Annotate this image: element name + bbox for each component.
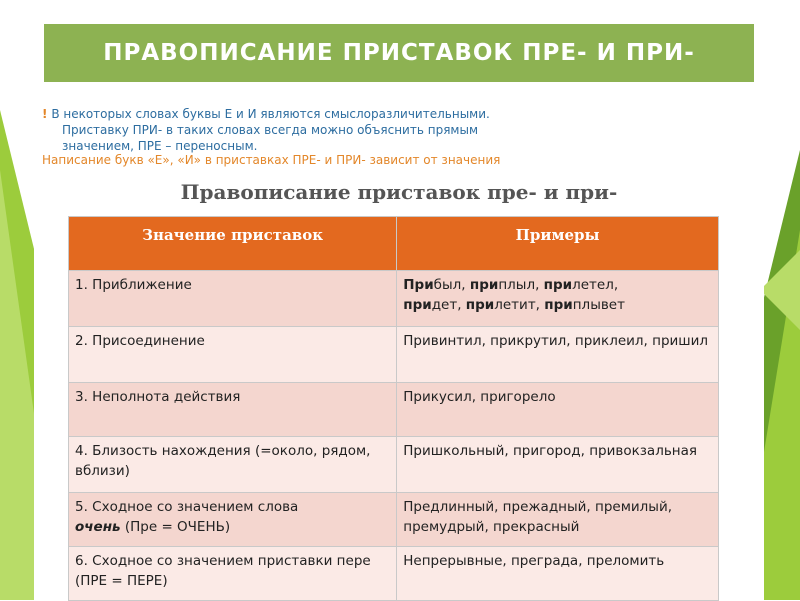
notes-line-1 xyxy=(42,106,702,122)
prefix-bold: при xyxy=(403,297,432,313)
title-bar xyxy=(40,20,758,90)
examples-cell: Непрерывные, преграда, преломить xyxy=(397,547,719,601)
root-text: летел, xyxy=(572,277,619,293)
prefix-bold: При xyxy=(403,277,434,293)
prefix-bold: при xyxy=(544,297,573,313)
table-row xyxy=(69,547,719,601)
meaning-cell: 3. Неполнота действия xyxy=(69,383,397,437)
table-row xyxy=(69,493,719,547)
table-row xyxy=(69,383,719,437)
root-text: дет, xyxy=(431,297,466,313)
emphasis-word: очень xyxy=(75,519,121,535)
meaning-cell: 1. Приближение xyxy=(69,271,397,327)
notes-text-1: В некоторых словах буквы Е и И являются смыслоразличительными. xyxy=(51,107,490,121)
header-meaning: Значение приставок xyxy=(69,217,397,271)
header-examples: Примеры xyxy=(397,217,719,271)
examples-cell: Привинтил, прикрутил, приклеил, пришил xyxy=(397,327,719,383)
prefix-table xyxy=(68,216,719,601)
root-text: плыл, xyxy=(498,277,544,293)
meaning-text: 5. Сходное со значением слова xyxy=(75,499,299,515)
table-row xyxy=(69,437,719,493)
notes-block xyxy=(42,106,702,170)
examples-cell: Пришкольный, пригород, привокзальная xyxy=(397,437,719,493)
notes-line-2: Приставку ПРИ- в таких словах всегда можно объяснить прямым xyxy=(62,123,478,137)
table-heading: Правописание приставок пре- и при- xyxy=(180,180,618,204)
prefix-bold: при xyxy=(543,277,573,293)
examples-cell: Прикусил, пригорело xyxy=(397,383,719,437)
exclamation-mark: ! xyxy=(42,107,48,121)
table-row xyxy=(69,327,719,383)
notes-line-4: Написание букв «Е», «И» в приставках ПРЕ- и ПРИ- зависит от значения xyxy=(42,153,501,167)
meaning-cell xyxy=(69,493,397,547)
table-panel xyxy=(34,172,764,600)
root-text: плывет xyxy=(572,297,625,313)
title-banner xyxy=(44,24,754,82)
table-row xyxy=(69,271,719,327)
meaning-note: (Пре = ОЧЕНЬ) xyxy=(124,519,231,535)
examples-cell: Предлинный, прежадный, премилый, премудрый, прекрасный xyxy=(397,493,719,547)
table-header-row xyxy=(69,217,719,271)
meaning-cell: 2. Присоединение xyxy=(69,327,397,383)
root-text: летит, xyxy=(494,297,545,313)
slide-title: ПРАВОПИСАНИЕ ПРИСТАВОК ПРЕ- И ПРИ- xyxy=(103,40,695,66)
prefix-bold: при xyxy=(469,277,499,293)
examples-cell xyxy=(397,271,719,327)
meaning-cell: 4. Близость нахождения (=около, рядом, вблизи) xyxy=(69,437,397,493)
meaning-cell: 6. Сходное со значением приставки пере (ПРЕ = ПЕРЕ) xyxy=(69,547,397,601)
notes-line-3: значением, ПРЕ – переносным. xyxy=(62,139,258,153)
prefix-bold: при xyxy=(465,297,495,313)
root-text: был, xyxy=(433,277,470,293)
